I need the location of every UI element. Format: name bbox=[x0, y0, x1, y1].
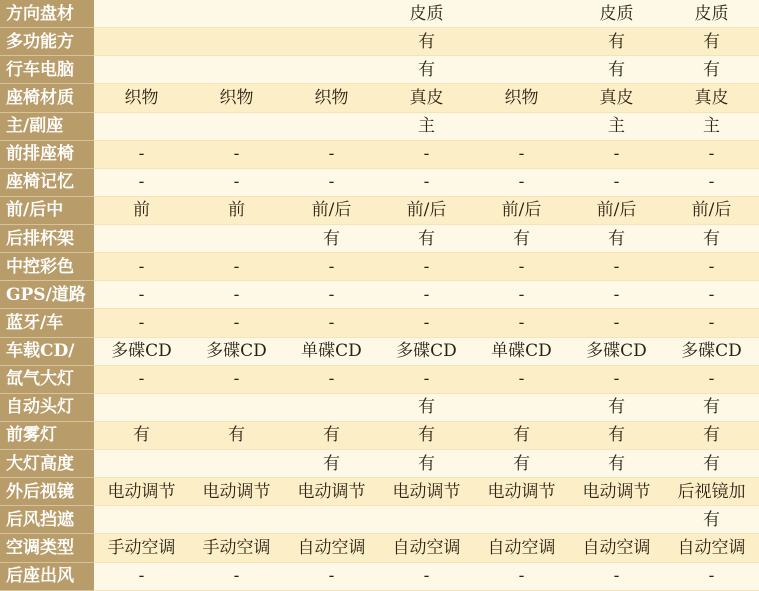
table-cell: - bbox=[569, 168, 664, 196]
table-row bbox=[0, 337, 759, 365]
table-cell: 单碟CD bbox=[284, 337, 379, 365]
table-cell bbox=[94, 28, 189, 56]
table-cell: - bbox=[474, 168, 569, 196]
table-row bbox=[0, 421, 759, 449]
row-label: 中控彩色 bbox=[0, 253, 94, 281]
table-cell: 前 bbox=[189, 196, 284, 224]
table-cell: 真皮 bbox=[569, 84, 664, 112]
table-cell: 真皮 bbox=[379, 84, 474, 112]
row-label: 蓝牙/车 bbox=[0, 309, 94, 337]
table-cell: - bbox=[94, 281, 189, 309]
row-label: 自动头灯 bbox=[0, 393, 94, 421]
table-cell: 自动空调 bbox=[284, 534, 379, 562]
table-cell: - bbox=[284, 309, 379, 337]
table-cell bbox=[474, 56, 569, 84]
table-row bbox=[0, 309, 759, 337]
table-cell bbox=[94, 112, 189, 140]
table-cell: 自动空调 bbox=[664, 534, 759, 562]
table-cell: 有 bbox=[664, 393, 759, 421]
table-cell: 前/后 bbox=[664, 196, 759, 224]
table-cell bbox=[474, 28, 569, 56]
table-cell: - bbox=[569, 365, 664, 393]
table-cell: 有 bbox=[379, 450, 474, 478]
table-cell: - bbox=[284, 562, 379, 590]
table-cell: 前/后 bbox=[379, 196, 474, 224]
row-label: 前雾灯 bbox=[0, 421, 94, 449]
table-row bbox=[0, 562, 759, 590]
table-cell bbox=[569, 506, 664, 534]
table-cell: 有 bbox=[379, 28, 474, 56]
table-cell: 有 bbox=[664, 506, 759, 534]
table-cell: - bbox=[189, 168, 284, 196]
table-cell: 多碟CD bbox=[569, 337, 664, 365]
table-cell: - bbox=[664, 140, 759, 168]
table-cell: - bbox=[189, 140, 284, 168]
table-cell: - bbox=[189, 253, 284, 281]
table-cell: - bbox=[569, 309, 664, 337]
table-cell: - bbox=[474, 309, 569, 337]
table-cell: 有 bbox=[569, 56, 664, 84]
table-cell: 有 bbox=[379, 421, 474, 449]
row-label: 大灯高度 bbox=[0, 450, 94, 478]
table-cell: - bbox=[664, 253, 759, 281]
table-cell: 有 bbox=[664, 450, 759, 478]
table-cell: 后视镜加 bbox=[664, 478, 759, 506]
table-cell bbox=[474, 393, 569, 421]
table-row bbox=[0, 112, 759, 140]
table-cell: 织物 bbox=[94, 84, 189, 112]
table-cell: 手动空调 bbox=[189, 534, 284, 562]
table-row bbox=[0, 140, 759, 168]
table-cell bbox=[474, 506, 569, 534]
table-cell: 前/后 bbox=[474, 196, 569, 224]
table-cell: 有 bbox=[284, 421, 379, 449]
table-cell: - bbox=[569, 253, 664, 281]
row-label: 方向盘材 bbox=[0, 0, 94, 28]
table-cell: 皮质 bbox=[569, 0, 664, 28]
table-row bbox=[0, 196, 759, 224]
table-cell: 有 bbox=[284, 450, 379, 478]
table-cell: 有 bbox=[94, 421, 189, 449]
row-label: 前/后中 bbox=[0, 196, 94, 224]
row-label: 主/副座 bbox=[0, 112, 94, 140]
row-label: 后风挡遮 bbox=[0, 506, 94, 534]
table-cell: - bbox=[284, 281, 379, 309]
table-cell: 有 bbox=[474, 450, 569, 478]
table-cell: 有 bbox=[379, 393, 474, 421]
table-cell: 有 bbox=[664, 28, 759, 56]
table-row bbox=[0, 478, 759, 506]
table-cell: 皮质 bbox=[664, 0, 759, 28]
table-cell: 电动调节 bbox=[569, 478, 664, 506]
table-cell: - bbox=[284, 253, 379, 281]
table-cell: - bbox=[284, 365, 379, 393]
row-label: 行车电脑 bbox=[0, 56, 94, 84]
table-cell bbox=[94, 506, 189, 534]
table-cell: - bbox=[379, 168, 474, 196]
table-cell: - bbox=[189, 562, 284, 590]
table-cell: 有 bbox=[569, 393, 664, 421]
row-label: 座椅材质 bbox=[0, 84, 94, 112]
table-row bbox=[0, 365, 759, 393]
table-cell: - bbox=[664, 281, 759, 309]
table-row bbox=[0, 84, 759, 112]
table-cell: 有 bbox=[569, 450, 664, 478]
table-cell bbox=[189, 112, 284, 140]
table-cell: - bbox=[189, 281, 284, 309]
table-cell: 前 bbox=[94, 196, 189, 224]
table-cell: - bbox=[569, 562, 664, 590]
table-cell: 有 bbox=[284, 225, 379, 253]
table-cell: - bbox=[379, 253, 474, 281]
table-cell: - bbox=[94, 168, 189, 196]
table-cell: - bbox=[664, 365, 759, 393]
table-cell bbox=[94, 225, 189, 253]
table-cell: - bbox=[379, 562, 474, 590]
row-label: 多功能方 bbox=[0, 28, 94, 56]
table-cell: - bbox=[379, 140, 474, 168]
table-cell: 有 bbox=[664, 225, 759, 253]
table-cell bbox=[284, 393, 379, 421]
table-cell bbox=[189, 450, 284, 478]
table-cell: 电动调节 bbox=[189, 478, 284, 506]
table-cell: - bbox=[474, 562, 569, 590]
table-cell bbox=[189, 393, 284, 421]
table-cell bbox=[189, 225, 284, 253]
table-cell: 主 bbox=[664, 112, 759, 140]
row-label: GPS/道路 bbox=[0, 281, 94, 309]
table-cell bbox=[94, 0, 189, 28]
table-cell bbox=[284, 0, 379, 28]
table-cell: 自动空调 bbox=[379, 534, 474, 562]
table-cell: - bbox=[284, 140, 379, 168]
table-cell: 有 bbox=[474, 225, 569, 253]
table-cell: - bbox=[379, 365, 474, 393]
table-cell bbox=[189, 56, 284, 84]
table-cell: - bbox=[474, 140, 569, 168]
table-row bbox=[0, 253, 759, 281]
table-cell: 有 bbox=[379, 225, 474, 253]
table-cell: 多碟CD bbox=[664, 337, 759, 365]
table-cell bbox=[94, 393, 189, 421]
table-cell: 织物 bbox=[474, 84, 569, 112]
table-cell: - bbox=[474, 365, 569, 393]
table-cell: - bbox=[664, 562, 759, 590]
table-cell: - bbox=[94, 309, 189, 337]
table-cell: 电动调节 bbox=[94, 478, 189, 506]
table-row bbox=[0, 506, 759, 534]
table-cell bbox=[474, 112, 569, 140]
table-cell bbox=[379, 506, 474, 534]
row-label: 后座出风 bbox=[0, 562, 94, 590]
row-label: 车载CD/ bbox=[0, 337, 94, 365]
table-cell: 前/后 bbox=[569, 196, 664, 224]
table-cell: 自动空调 bbox=[474, 534, 569, 562]
table-cell bbox=[189, 28, 284, 56]
table-cell: 多碟CD bbox=[379, 337, 474, 365]
table-row bbox=[0, 225, 759, 253]
table-cell bbox=[284, 112, 379, 140]
table-cell bbox=[94, 56, 189, 84]
table-cell: 织物 bbox=[189, 84, 284, 112]
table-cell: - bbox=[569, 281, 664, 309]
table-row bbox=[0, 0, 759, 28]
table-cell bbox=[189, 506, 284, 534]
table-row bbox=[0, 450, 759, 478]
table-cell: 单碟CD bbox=[474, 337, 569, 365]
table-row bbox=[0, 28, 759, 56]
table-cell: 有 bbox=[474, 421, 569, 449]
table-cell: - bbox=[94, 140, 189, 168]
table-cell: 电动调节 bbox=[284, 478, 379, 506]
table-cell: - bbox=[379, 281, 474, 309]
table-cell: - bbox=[379, 309, 474, 337]
table-cell: - bbox=[189, 309, 284, 337]
table-row bbox=[0, 534, 759, 562]
table-cell: 电动调节 bbox=[474, 478, 569, 506]
row-label: 前排座椅 bbox=[0, 140, 94, 168]
table-cell: 有 bbox=[664, 56, 759, 84]
table-cell: 主 bbox=[379, 112, 474, 140]
row-label: 座椅记忆 bbox=[0, 168, 94, 196]
table-cell: 前/后 bbox=[284, 196, 379, 224]
table-cell: - bbox=[189, 365, 284, 393]
table-cell: - bbox=[664, 309, 759, 337]
table-cell: - bbox=[284, 168, 379, 196]
table-cell: - bbox=[474, 253, 569, 281]
table-cell bbox=[284, 28, 379, 56]
row-label: 后排杯架 bbox=[0, 225, 94, 253]
table-cell: - bbox=[569, 140, 664, 168]
row-label: 外后视镜 bbox=[0, 478, 94, 506]
table-cell: - bbox=[94, 253, 189, 281]
table-cell: 有 bbox=[664, 421, 759, 449]
row-label: 空调类型 bbox=[0, 534, 94, 562]
row-label: 氙气大灯 bbox=[0, 365, 94, 393]
table-cell: 有 bbox=[569, 28, 664, 56]
table-cell: 多碟CD bbox=[189, 337, 284, 365]
table-cell: 织物 bbox=[284, 84, 379, 112]
table-cell: 主 bbox=[569, 112, 664, 140]
table-cell: - bbox=[474, 281, 569, 309]
table-cell: 有 bbox=[189, 421, 284, 449]
table-cell: 真皮 bbox=[664, 84, 759, 112]
table-cell: - bbox=[664, 168, 759, 196]
table-cell bbox=[474, 0, 569, 28]
table-cell: 多碟CD bbox=[94, 337, 189, 365]
table-cell: 皮质 bbox=[379, 0, 474, 28]
table-row bbox=[0, 168, 759, 196]
table-cell bbox=[94, 450, 189, 478]
table-row bbox=[0, 56, 759, 84]
table-cell bbox=[284, 56, 379, 84]
table-cell: - bbox=[94, 562, 189, 590]
table-cell bbox=[284, 506, 379, 534]
table-row bbox=[0, 281, 759, 309]
table-cell: - bbox=[94, 365, 189, 393]
table-cell: 自动空调 bbox=[569, 534, 664, 562]
table-cell: 有 bbox=[569, 421, 664, 449]
table-cell: 有 bbox=[569, 225, 664, 253]
table-cell: 手动空调 bbox=[94, 534, 189, 562]
table-cell: 有 bbox=[379, 56, 474, 84]
table-row bbox=[0, 393, 759, 421]
table-cell: 电动调节 bbox=[379, 478, 474, 506]
table-cell bbox=[189, 0, 284, 28]
